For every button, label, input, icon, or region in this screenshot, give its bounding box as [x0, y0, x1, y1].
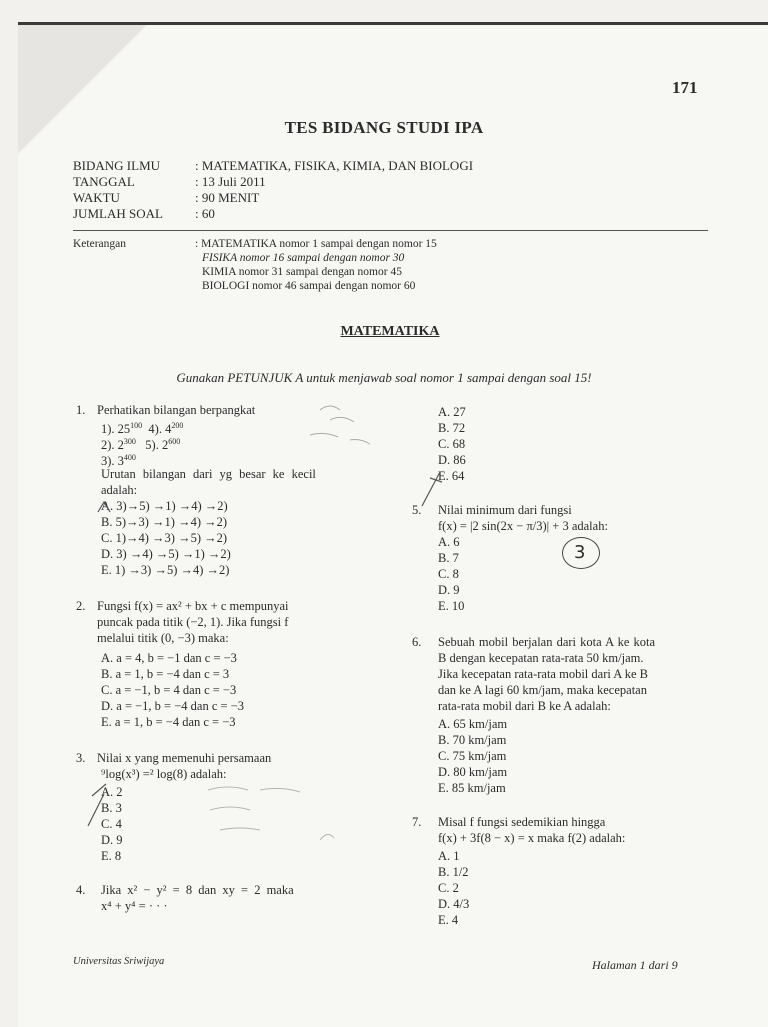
info-value: : 60: [195, 206, 215, 221]
question-number: 5.: [412, 503, 422, 517]
info-label: JUMLAH SOAL: [73, 206, 163, 221]
answer-option: C. a = −1, b = 4 dan c = −3: [101, 683, 237, 697]
info-value: : 13 Juli 2011: [195, 174, 266, 189]
question-text: 2). $2^{300}$ 5). $2^{600}$: [101, 437, 181, 453]
info-label: TANGGAL: [73, 174, 135, 189]
section-heading: MATEMATIKA: [340, 324, 440, 339]
question-text: B dengan kecepatan rata-rata 50 km/jam.: [438, 651, 644, 665]
answer-option: D. 86: [438, 453, 466, 467]
answer-option: D. 3) →4) →5) →1) →2): [101, 547, 231, 561]
question-number: 1.: [76, 403, 86, 417]
question-text: Urutan bilangan dari yg besar ke kecil: [101, 467, 316, 481]
pencil-mark-icon: [84, 780, 124, 830]
question-text: 1). $25^{100}$ 4). $4^{200}$: [101, 421, 184, 437]
answer-option: C. 75 km/jam: [438, 749, 507, 763]
answer-option: A. 65 km/jam: [438, 717, 508, 731]
answer-option: D. 4/3: [438, 897, 470, 911]
question-number: 4.: [76, 883, 86, 897]
question-text: Jika x² − y² = 8 dan xy = 2 maka: [101, 883, 294, 897]
question-text: Nilai minimum dari fungsi: [438, 503, 572, 517]
answer-option: E. 64: [438, 469, 465, 483]
question-text: Sebuah mobil berjalan dari kota A ke kota: [438, 635, 656, 649]
answer-option: E. 85 km/jam: [438, 781, 506, 795]
question-text: Jika kecepatan rata-rata mobil dari A ke B: [438, 667, 648, 681]
keterangan-line: : MATEMATIKA nomor 1 sampai dengan nomor 15: [195, 238, 437, 250]
question-text: x⁴ + y⁴ = · · ·: [101, 899, 168, 913]
pencil-scribble-icon: [200, 780, 340, 860]
keterangan-line: KIMIA nomor 31 sampai dengan nomor 45: [202, 266, 402, 278]
info-label: BIDANG ILMU: [73, 158, 161, 173]
answer-option: A. a = 4, b = −1 dan c = −3: [101, 651, 237, 665]
pencil-scribble-icon: [300, 400, 390, 470]
page-title: TES BIDANG STUDI IPA: [284, 118, 484, 137]
pencil-mark-icon: [96, 500, 116, 516]
answer-option: D. a = −1, b = −4 dan c = −3: [101, 699, 244, 713]
answer-option: D. 9: [438, 583, 460, 597]
question-text: f(x) = |2 sin(2x − π/3)| + 3 adalah:: [438, 519, 608, 533]
question-text: Perhatikan bilangan berpangkat: [97, 403, 256, 417]
answer-option: E. 4: [438, 913, 459, 927]
answer-option: B. 1/2: [438, 865, 469, 879]
question-number: 7.: [412, 815, 422, 829]
question-text: Nilai x yang memenuhi persamaan: [97, 751, 272, 765]
answer-option: E. 1) →3) →5) →4) →2): [101, 563, 230, 577]
question-text: Misal f fungsi sedemikian hingga: [438, 815, 606, 829]
answer-option: A. 27: [438, 405, 466, 419]
answer-option: B. 7: [438, 551, 459, 565]
keterangan-line: FISIKA nomor 16 sampai dengan nomor 30: [202, 252, 405, 264]
question-text: puncak pada titik (−2, 1). Jika fungsi f: [97, 615, 289, 629]
divider: [73, 230, 708, 231]
question-text: ⁹log(x³) =² log(8) adalah:: [101, 767, 227, 781]
answer-option: C. 68: [438, 437, 466, 451]
footer-institution: Universitas Sriwijaya: [73, 956, 165, 967]
answer-option: B. 70 km/jam: [438, 733, 507, 747]
answer-option: C. 1)→4) →3) →5) →2): [101, 531, 228, 545]
question-number: 3.: [76, 751, 86, 765]
answer-option: A. 2: [101, 785, 123, 799]
question-text: Fungsi f(x) = ax² + bx + c mempunyai: [97, 599, 289, 613]
info-label: WAKTU: [73, 190, 120, 205]
pencil-mark-icon: [418, 468, 458, 508]
answer-option: A. 6: [438, 535, 460, 549]
answer-option: E. 8: [101, 849, 122, 863]
page-number: 171: [672, 78, 698, 97]
answer-option: C. 2: [438, 881, 459, 895]
question-number: 6.: [412, 635, 422, 649]
answer-option: D. 80 km/jam: [438, 765, 508, 779]
info-value: : 90 MENIT: [195, 190, 260, 205]
instruction: Gunakan PETUNJUK A untuk menjawab soal nomor 1 sampai dengan soal 15!: [176, 370, 592, 385]
keterangan-label: Keterangan: [73, 238, 126, 250]
question-text: rata-rata mobil dari B ke A adalah:: [438, 699, 611, 713]
answer-option: A. 3)→5) →1) →4) →2): [101, 499, 228, 513]
answer-option: E. 10: [438, 599, 465, 613]
answer-option: B. 3: [101, 801, 122, 815]
question-number: 2.: [76, 599, 86, 613]
question-text: dan ke A lagi 60 km/jam, maka kecepatan: [438, 683, 647, 697]
answer-option: C. 8: [438, 567, 459, 581]
keterangan-line: BIOLOGI nomor 46 sampai dengan nomor 60: [202, 280, 416, 292]
answer-option: D. 9: [101, 833, 123, 847]
handwritten-answer-circle: 3: [562, 537, 600, 569]
question-text: adalah:: [101, 483, 138, 497]
answer-option: C. 4: [101, 817, 122, 831]
question-text: f(x) + 3f(8 − x) = x maka f(2) adalah:: [438, 831, 626, 845]
answer-option: B. 72: [438, 421, 466, 435]
answer-option: B. 5)→3) →1) →4) →2): [101, 515, 228, 529]
answer-option: A. 1: [438, 849, 460, 863]
question-text: 3). $3^{400}$: [101, 453, 136, 469]
footer-page: Halaman 1 dari 9: [592, 958, 678, 972]
info-value: : MATEMATIKA, FISIKA, KIMIA, DAN BIOLOGI: [195, 158, 474, 173]
answer-option: E. a = 1, b = −4 dan c = −3: [101, 715, 236, 729]
question-text: melalui titik (0, −3) maka:: [97, 631, 229, 645]
answer-option: B. a = 1, b = −4 dan c = 3: [101, 667, 230, 681]
